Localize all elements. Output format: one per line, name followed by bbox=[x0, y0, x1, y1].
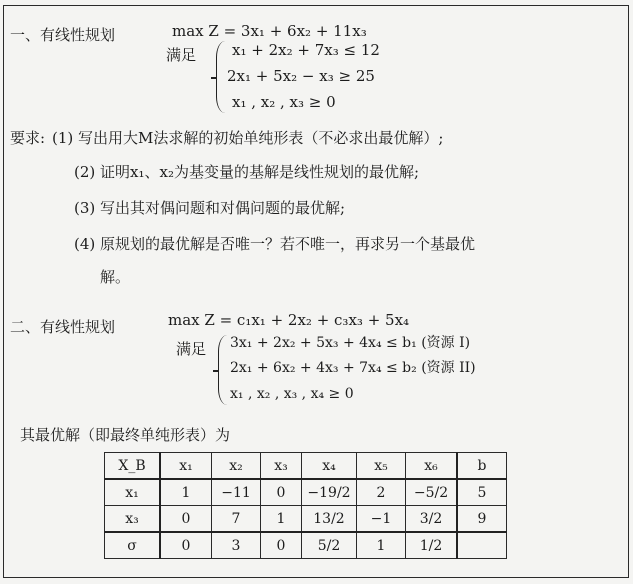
table-cell: −1 bbox=[357, 506, 406, 533]
requirement-4-continued: 解。 bbox=[100, 268, 131, 286]
table-cell: −5/2 bbox=[406, 479, 458, 506]
header-cell-x3: x₃ bbox=[261, 453, 302, 480]
table-cell: 7 bbox=[212, 506, 261, 533]
table-cell bbox=[457, 532, 507, 559]
requirement-2: (2) 证明x₁、x₂为基变量的基解是线性规划的最优解; bbox=[74, 163, 420, 181]
header-cell-x1: x₁ bbox=[160, 453, 212, 480]
problem2-subject-to: 满足 bbox=[176, 340, 207, 358]
requirements-label: 要求: bbox=[10, 129, 46, 147]
table-cell: 0 bbox=[261, 479, 302, 506]
table-cell: 1/2 bbox=[406, 532, 458, 559]
table-caption: 其最优解（即最终单纯形表）为 bbox=[20, 426, 231, 444]
problem1-subject-to: 满足 bbox=[166, 46, 197, 64]
problem2-constraint-3: x₁ , x₂ , x₃ , x₄ ≥ 0 bbox=[230, 386, 354, 402]
problem1-brace bbox=[216, 41, 225, 113]
table-cell: −19/2 bbox=[302, 479, 357, 506]
table-cell: 5 bbox=[457, 479, 507, 506]
problem2-brace bbox=[218, 335, 227, 405]
table-cell: 0 bbox=[160, 532, 212, 559]
table-cell: 1 bbox=[261, 506, 302, 533]
table-cell: σ bbox=[105, 532, 161, 559]
problem2-constraint-2: 2x₁ + 6x₂ + 4x₃ + 7x₄ ≤ b₂ (资源 II) bbox=[230, 360, 476, 376]
header-cell-b: b bbox=[457, 453, 507, 480]
header-cell-x6: x₆ bbox=[406, 453, 458, 480]
table-cell: 5/2 bbox=[302, 532, 357, 559]
problem1-constraint-2: 2x₁ + 5x₂ − x₃ ≥ 25 bbox=[227, 67, 375, 85]
header-cell-basis: X_B bbox=[105, 453, 161, 480]
table-cell: 13/2 bbox=[302, 506, 357, 533]
requirement-3: (3) 写出其对偶问题和对偶问题的最优解; bbox=[74, 199, 346, 217]
table-row bbox=[105, 479, 507, 506]
table-cell: 2 bbox=[357, 479, 406, 506]
requirement-1: (1) 写出用大M法求解的初始单纯形表（不必求出最优解）; bbox=[52, 129, 444, 147]
problem1-constraint-1: x₁ + 2x₂ + 7x₃ ≤ 12 bbox=[232, 41, 380, 59]
table-row-sigma bbox=[105, 532, 507, 559]
table-cell: x₃ bbox=[105, 506, 161, 533]
header-cell-x2: x₂ bbox=[212, 453, 261, 480]
problem2-constraint-1: 3x₁ + 2x₂ + 5x₃ + 4x₄ ≤ b₁ (资源 I) bbox=[230, 335, 471, 351]
problem1-constraint-3: x₁ , x₂ , x₃ ≥ 0 bbox=[232, 93, 336, 111]
problem1-heading: 一、有线性规划 bbox=[10, 26, 116, 44]
header-cell-x4: x₄ bbox=[302, 453, 357, 480]
table-cell: 1 bbox=[160, 479, 212, 506]
table-header-row bbox=[105, 453, 507, 480]
table-row bbox=[105, 506, 507, 533]
problem2-heading: 二、有线性规划 bbox=[10, 318, 116, 336]
table-cell: x₁ bbox=[105, 479, 161, 506]
table-cell: 3/2 bbox=[406, 506, 458, 533]
table-cell: 1 bbox=[357, 532, 406, 559]
final-simplex-table bbox=[104, 452, 507, 559]
table-cell: 0 bbox=[261, 532, 302, 559]
problem2-objective: max Z = c₁x₁ + 2x₂ + c₃x₃ + 5x₄ bbox=[168, 311, 410, 329]
table-cell: 0 bbox=[160, 506, 212, 533]
table-cell: −11 bbox=[212, 479, 261, 506]
requirement-4: (4) 原规划的最优解是否唯一？若不唯一，再求另一个基最优 bbox=[74, 235, 476, 253]
problem1-objective: max Z = 3x₁ + 6x₂ + 11x₃ bbox=[172, 22, 367, 40]
table-cell: 3 bbox=[212, 532, 261, 559]
header-cell-x5: x₅ bbox=[357, 453, 406, 480]
table-cell: 9 bbox=[457, 506, 507, 533]
